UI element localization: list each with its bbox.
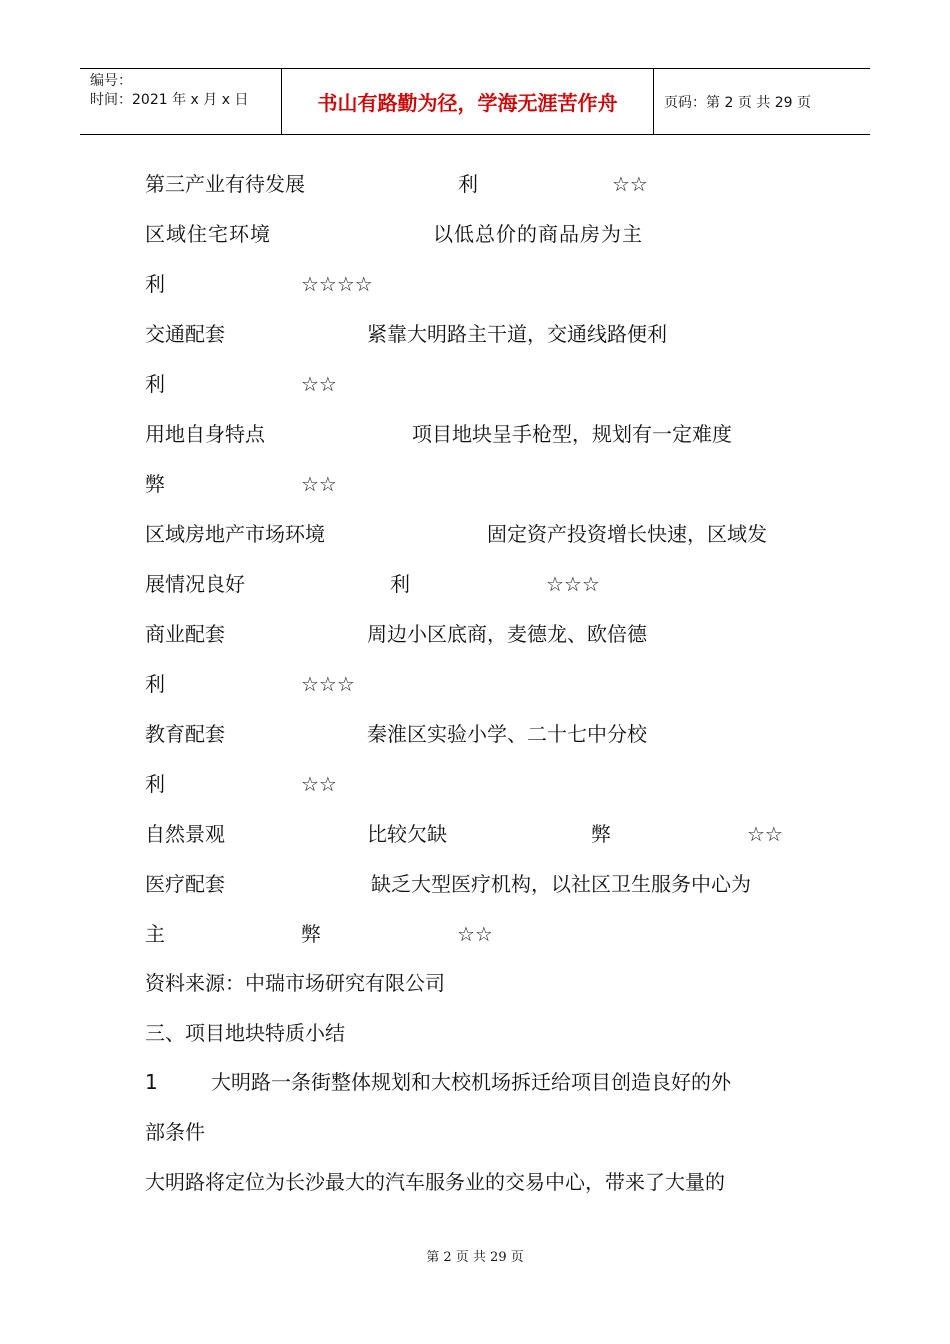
row-rating: ☆☆☆ xyxy=(301,672,355,696)
row-label: 用地自身特点 xyxy=(145,422,265,446)
header-meta xyxy=(80,69,282,134)
row-description: 缺乏大型医疗机构，以社区卫生服务中心为 xyxy=(371,872,751,896)
row-label: 第三产业有待发展 xyxy=(145,172,305,196)
row-description: 紧靠大明路主干道，交通线路便利 xyxy=(367,322,667,346)
header-motto-cell xyxy=(282,69,654,134)
row-description: 固定资产投资增长快速，区域发 xyxy=(487,522,767,546)
section-title: 三、项目地块特质小结 xyxy=(145,1021,345,1045)
page-header xyxy=(80,68,870,135)
row-verdict: 利 xyxy=(145,272,165,296)
row-label: 教育配套 xyxy=(145,722,225,746)
row-description: 以低总价的商品房为主 xyxy=(433,222,643,246)
row-label: 自然景观 xyxy=(145,822,225,846)
row-verdict: 利 xyxy=(145,772,165,796)
row-rating: ☆☆ xyxy=(301,372,337,396)
row-verdict: 利 xyxy=(390,572,410,596)
row-label: 医疗配套 xyxy=(145,872,225,896)
row-label: 区域房地产市场环境 xyxy=(145,522,325,546)
header-number-label: 编号： xyxy=(90,73,132,89)
row-label: 交通配套 xyxy=(145,322,225,346)
paragraph-1: 大明路将定位为长沙最大的汽车服务业的交易中心，带来了大量的 xyxy=(145,1170,725,1194)
row-description: 项目地块呈手枪型，规划有一定难度 xyxy=(412,422,732,446)
header-page-info: 页码：第 2 页 共 29 页 xyxy=(664,94,811,111)
item-1-continued: 部条件 xyxy=(145,1120,205,1144)
row-rating: ☆☆☆ xyxy=(546,572,600,596)
item-1-text: 大明路一条街整体规划和大校机场拆迁给项目创造良好的外 xyxy=(211,1070,731,1094)
source-note: 资料来源：中瑞市场研究有限公司 xyxy=(145,971,445,995)
row-rating: ☆☆☆☆ xyxy=(301,272,373,296)
row-rating: ☆☆ xyxy=(301,472,337,496)
row-label: 商业配套 xyxy=(145,622,225,646)
row-rating: ☆☆ xyxy=(747,822,783,846)
row-verdict: 利 xyxy=(458,172,478,196)
page-footer: 第 2 页 共 29 页 xyxy=(426,1250,524,1265)
row-description: 周边小区底商，麦德龙、欧倍德 xyxy=(367,622,647,646)
row-verdict: 弊 xyxy=(145,472,165,496)
row-verdict: 弊 xyxy=(591,822,611,846)
row-verdict: 利 xyxy=(145,372,165,396)
item-1-number: 1 xyxy=(145,1070,158,1094)
row-rating: ☆☆ xyxy=(301,772,337,796)
row-verdict: 利 xyxy=(145,672,165,696)
row-description: 比较欠缺 xyxy=(367,822,447,846)
row-label: 区域住宅环境 xyxy=(145,222,271,246)
row-label: 主 xyxy=(145,922,165,946)
header-time-label: 时间：2021 年 x 月 x 日 xyxy=(90,92,249,108)
row-verdict: 弊 xyxy=(301,922,321,946)
row-description: 秦淮区实验小学、二十七中分校 xyxy=(367,722,647,746)
row-rating: ☆☆ xyxy=(612,172,648,196)
row-rating: ☆☆ xyxy=(457,922,493,946)
header-motto: 书山有路勤为径，学海无涯苦作舟 xyxy=(317,91,618,115)
row-label: 展情况良好 xyxy=(145,572,245,596)
